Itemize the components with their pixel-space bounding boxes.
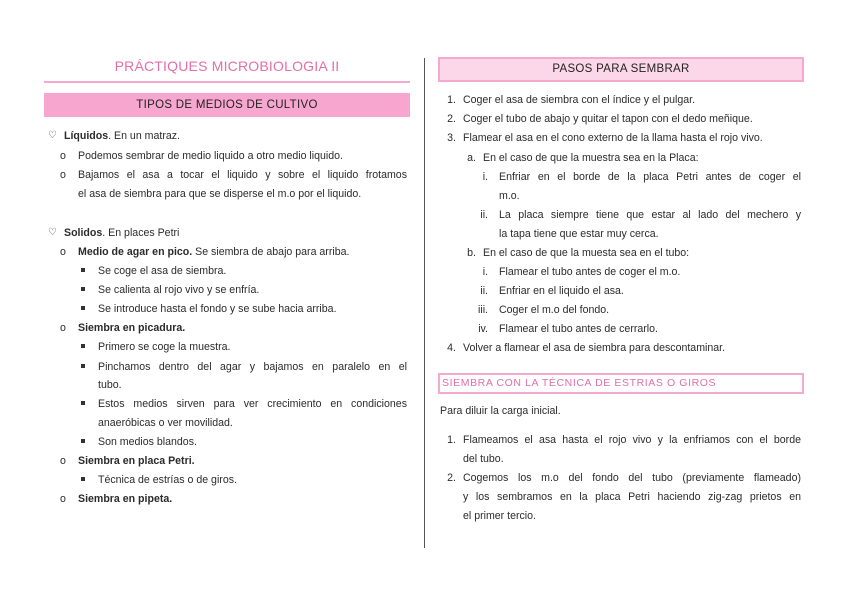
circle-bullet-icon: o [60,493,66,505]
square-bullet-icon [81,344,85,348]
placa-item: Técnica de estrías o de giros. [98,474,237,486]
list-roman: iii. [477,304,488,316]
agar-item: Se introduce hasta el fondo y se sube hacia arriba. [98,303,337,315]
square-bullet-icon [81,401,85,405]
list-letter: b. [467,247,476,259]
list-number: 2. [447,113,456,125]
square-bullet-icon [81,268,85,272]
section-header-estrias: SIEMBRA CON LA TÉCNICA DE ESTRIAS O GIROS [438,373,804,394]
pipeta-heading: Siembra en pipeta. [78,493,173,505]
step-text: La placa siempre tiene que estar al lado del mechero y [499,209,801,221]
list-roman: iv. [478,323,488,335]
step-text: Coger el tubo de abajo y quitar el tapon con el dedo meñique. [463,113,753,125]
step-text-cont: el primer tercio. [463,510,536,522]
picadura-item-cont: tubo. [98,379,122,391]
step-text: Flameamos el asa hasta el rojo vivo y la enfriamos con el borde [463,434,801,446]
circle-bullet-icon: o [60,455,66,467]
square-bullet-icon [81,439,85,443]
square-bullet-icon [81,306,85,310]
step-text: En el caso de que la muesta sea en el tubo: [483,247,690,259]
list-number: 1. [447,94,456,106]
page-title: PRÁCTIQUES MICROBIOLOGIA II [114,58,340,74]
list-number: 4. [447,342,456,354]
agar-item: Se coge el asa de siembra. [98,265,227,277]
picadura-item-cont: anaeróbicas o ver movilidad. [98,417,233,429]
list-roman: ii. [480,285,488,297]
list-roman: i. [482,266,488,278]
square-bullet-icon [81,287,85,291]
liquidos-item-cont: el asa de siembra para que se disperse el m.o por el liquido. [78,188,362,200]
liquidos-heading: Líquidos. En un matraz. [64,130,180,142]
list-number: 1. [447,434,456,446]
column-divider [424,58,425,548]
square-bullet-icon [81,364,85,368]
step-text: Coger el asa de siembra con el índice y el pulgar. [463,94,696,106]
section-header-tipos: TIPOS DE MEDIOS DE CULTIVO [44,93,410,117]
square-bullet-icon [81,477,85,481]
list-roman: i. [482,171,488,183]
picadura-item: Pinchamos dentro del agar y bajamos en paralelo en el [98,361,407,373]
circle-bullet-icon: o [60,322,66,334]
heart-bullet-icon: ♡ [48,227,57,238]
step-text: Flamear el tubo antes de coger el m.o. [499,266,681,278]
list-number: 3. [447,132,456,144]
step-text-cont: m.o. [499,190,520,202]
list-number: 2. [447,472,456,484]
intro-text: Para diluir la carga inicial. [440,405,561,417]
step-text: Volver a flamear el asa de siembra para descontaminar. [463,342,726,354]
circle-bullet-icon: o [60,246,66,258]
heart-bullet-icon: ♡ [48,130,57,141]
solidos-heading: Solidos. En places Petri [64,227,180,239]
picadura-heading: Siembra en picadura. [78,322,186,334]
step-text: En el caso de que la muestra sea en la Placa: [483,152,699,164]
picadura-item: Son medios blandos. [98,436,197,448]
circle-bullet-icon: o [60,150,66,162]
picadura-item: Estos medios sirven para ver crecimiento en condiciones [98,398,407,410]
section-header-pasos: PASOS PARA SEMBRAR [438,57,804,82]
step-text: Enfriar en el borde de la placa Petri antes de coger el [499,171,801,183]
list-roman: ii. [480,209,488,221]
step-text-cont: y los sembramos en la placa Petri haciendo zig-zag prietos en [463,491,801,503]
step-text-cont: la tapa tiene que estar muy cerca. [499,228,659,240]
step-text: Cogemos los m.o del fondo del tubo (previamente flameado) [463,472,801,484]
liquidos-item: Bajamos el asa a tocar el liquido y sobre el liquido frotamos [78,169,407,181]
circle-bullet-icon: o [60,169,66,181]
step-text: Enfriar en el liquido el asa. [499,285,624,297]
agar-item: Se calienta al rojo vivo y se enfría. [98,284,260,296]
step-text: Flamear el tubo antes de cerrarlo. [499,323,658,335]
agar-heading: Medio de agar en pico. Se siembra de abajo para arriba. [78,246,350,258]
step-text: Flamear el asa en el cono externo de la llama hasta el rojo vivo. [463,132,763,144]
step-text-cont: del tubo. [463,453,504,465]
picadura-item: Primero se coge la muestra. [98,341,231,353]
title-underline [44,81,410,83]
list-letter: a. [467,152,476,164]
step-text: Coger el m.o del fondo. [499,304,610,316]
placa-heading: Siembra en placa Petri. [78,455,195,467]
liquidos-item: Podemos sembrar de medio liquido a otro medio liquido. [78,150,343,162]
